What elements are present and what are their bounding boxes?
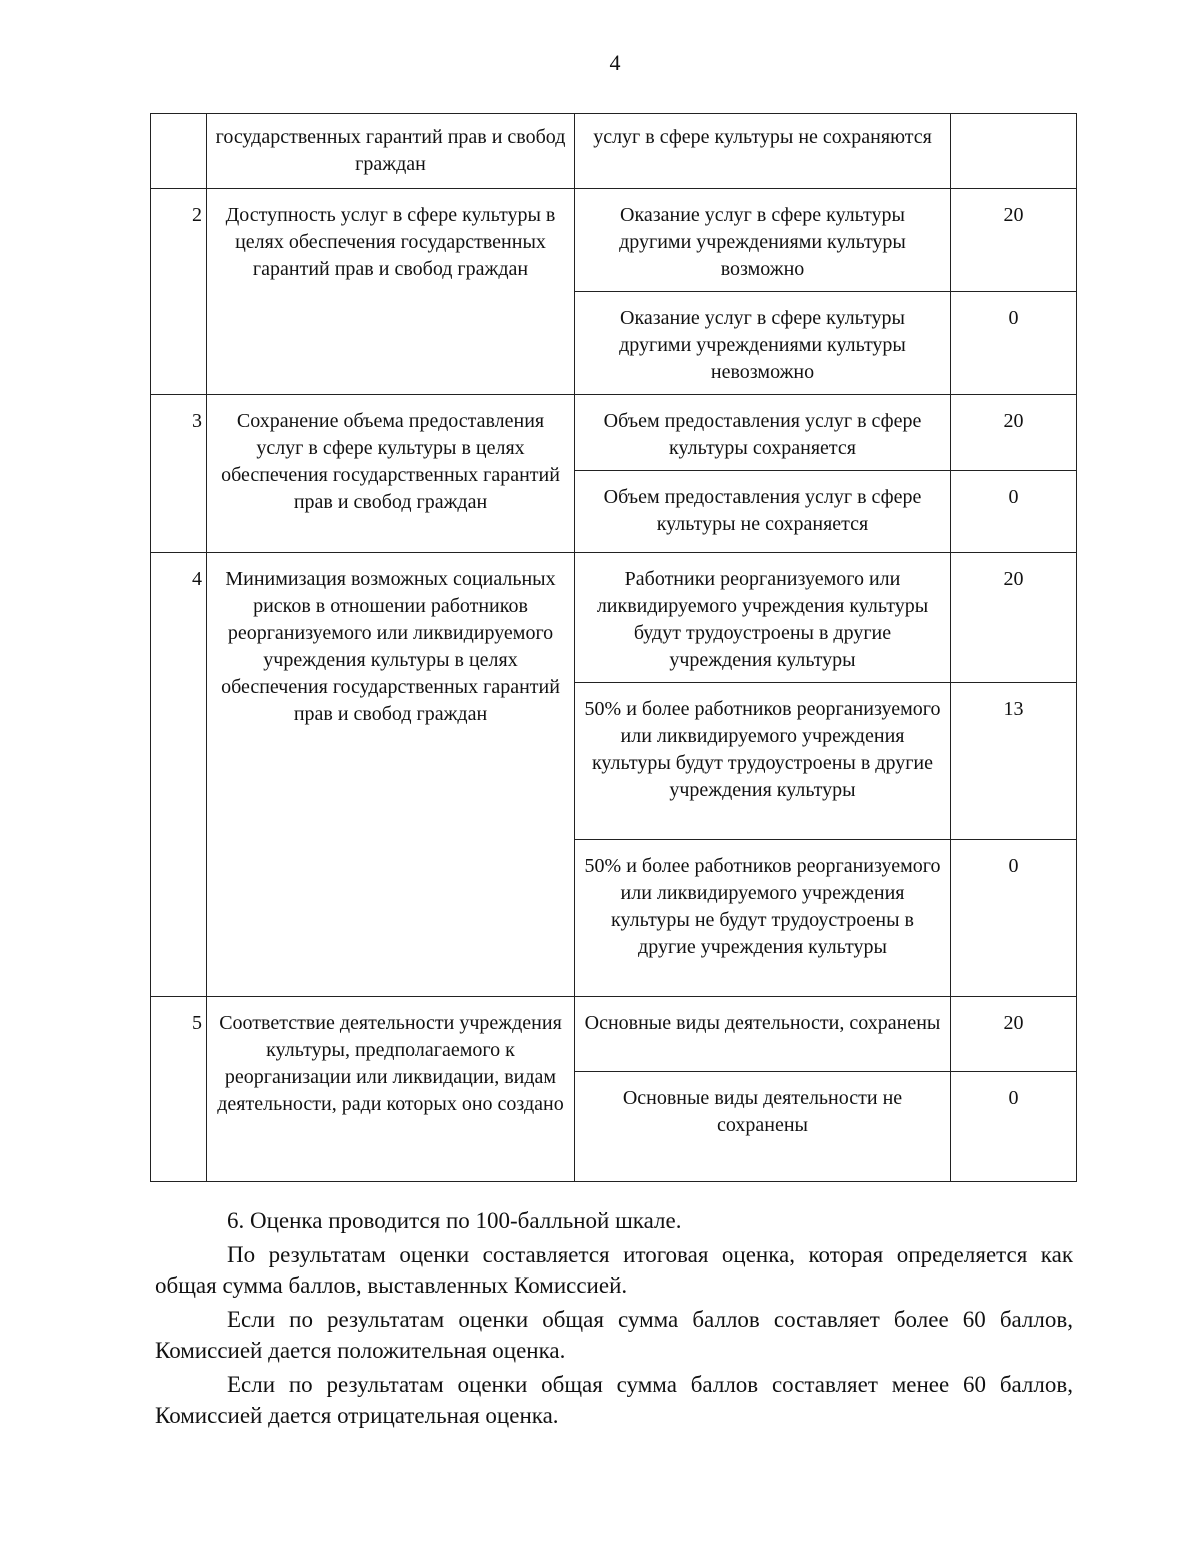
condition-cell: Объем предоставления услуг в сфере культуры не сохраняется <box>575 471 951 553</box>
score-cell: 0 <box>951 840 1077 997</box>
condition-cell: Работники реорганизуемого или ликвидируемого учреждения культуры будут трудоустроены в другие учреждения культуры <box>575 553 951 683</box>
table-row <box>151 997 1077 1072</box>
condition-cell: Основные виды деятельности, сохранены <box>575 997 951 1072</box>
criterion-cell: Минимизация возможных социальных рисков в отношении работников реорганизуемого или ликвидируемого учреждения культуры в целях обеспечения государственных гарантий прав и свобод граждан <box>207 553 575 997</box>
condition-cell: Основные виды деятельности не сохранены <box>575 1072 951 1182</box>
paragraph: Если по результатам оценки общая сумма баллов составляет более 60 баллов, Комиссией дается положительная оценка. <box>155 1307 1073 1363</box>
table-row <box>151 553 1077 683</box>
score-cell: 0 <box>951 1072 1077 1182</box>
paragraph: 6. Оценка проводится по 100-балльной шкале. <box>227 1208 682 1233</box>
row-number-cell: 3 <box>151 395 207 553</box>
criterion-cell: государственных гарантий прав и свобод граждан <box>207 114 575 189</box>
page-number: 4 <box>609 50 621 75</box>
condition-cell: услуг в сфере культуры не сохраняются <box>575 114 951 189</box>
condition-cell: 50% и более работников реорганизуемого или ликвидируемого учреждения культуры не будут трудоустроены в другие учреждения культуры <box>575 840 951 997</box>
score-cell: 20 <box>951 553 1077 683</box>
score-cell: 0 <box>951 292 1077 395</box>
criteria-table <box>150 113 1077 1182</box>
condition-cell: Оказание услуг в сфере культуры другими учреждениями культуры невозможно <box>575 292 951 395</box>
body-text <box>155 1205 1073 1434</box>
criterion-cell: Соответствие деятельности учреждения культуры, предполагаемого к реорганизации или ликвидации, видам деятельности, ради которых оно создано <box>207 997 575 1182</box>
criterion-cell: Сохранение объема предоставления услуг в сфере культуры в целях обеспечения государственных гарантий прав и свобод граждан <box>207 395 575 553</box>
table-row-continued <box>151 114 1077 189</box>
table-row <box>151 395 1077 471</box>
score-cell: 13 <box>951 683 1077 840</box>
row-number-cell: 5 <box>151 997 207 1182</box>
row-number-cell: 2 <box>151 189 207 395</box>
criterion-cell: Доступность услуг в сфере культуры в целях обеспечения государственных гарантий прав и свобод граждан <box>207 189 575 395</box>
score-cell: 0 <box>951 471 1077 553</box>
condition-cell: Оказание услуг в сфере культуры другими учреждениями культуры возможно <box>575 189 951 292</box>
condition-cell: Объем предоставления услуг в сфере культуры сохраняется <box>575 395 951 471</box>
table-row <box>151 189 1077 292</box>
score-cell: 20 <box>951 395 1077 471</box>
row-number-cell <box>151 114 207 189</box>
condition-cell: 50% и более работников реорганизуемого или ликвидируемого учреждения культуры будут трудоустроены в другие учреждения культуры <box>575 683 951 840</box>
row-number-cell: 4 <box>151 553 207 997</box>
score-cell: 20 <box>951 189 1077 292</box>
score-cell: 20 <box>951 997 1077 1072</box>
paragraph: Если по результатам оценки общая сумма баллов составляет менее 60 баллов, Комиссией дается отрицательная оценка. <box>155 1372 1073 1428</box>
score-cell <box>951 114 1077 189</box>
paragraph: По результатам оценки составляется итоговая оценка, которая определяется как общая сумма баллов, выставленных Комиссией. <box>155 1242 1073 1298</box>
